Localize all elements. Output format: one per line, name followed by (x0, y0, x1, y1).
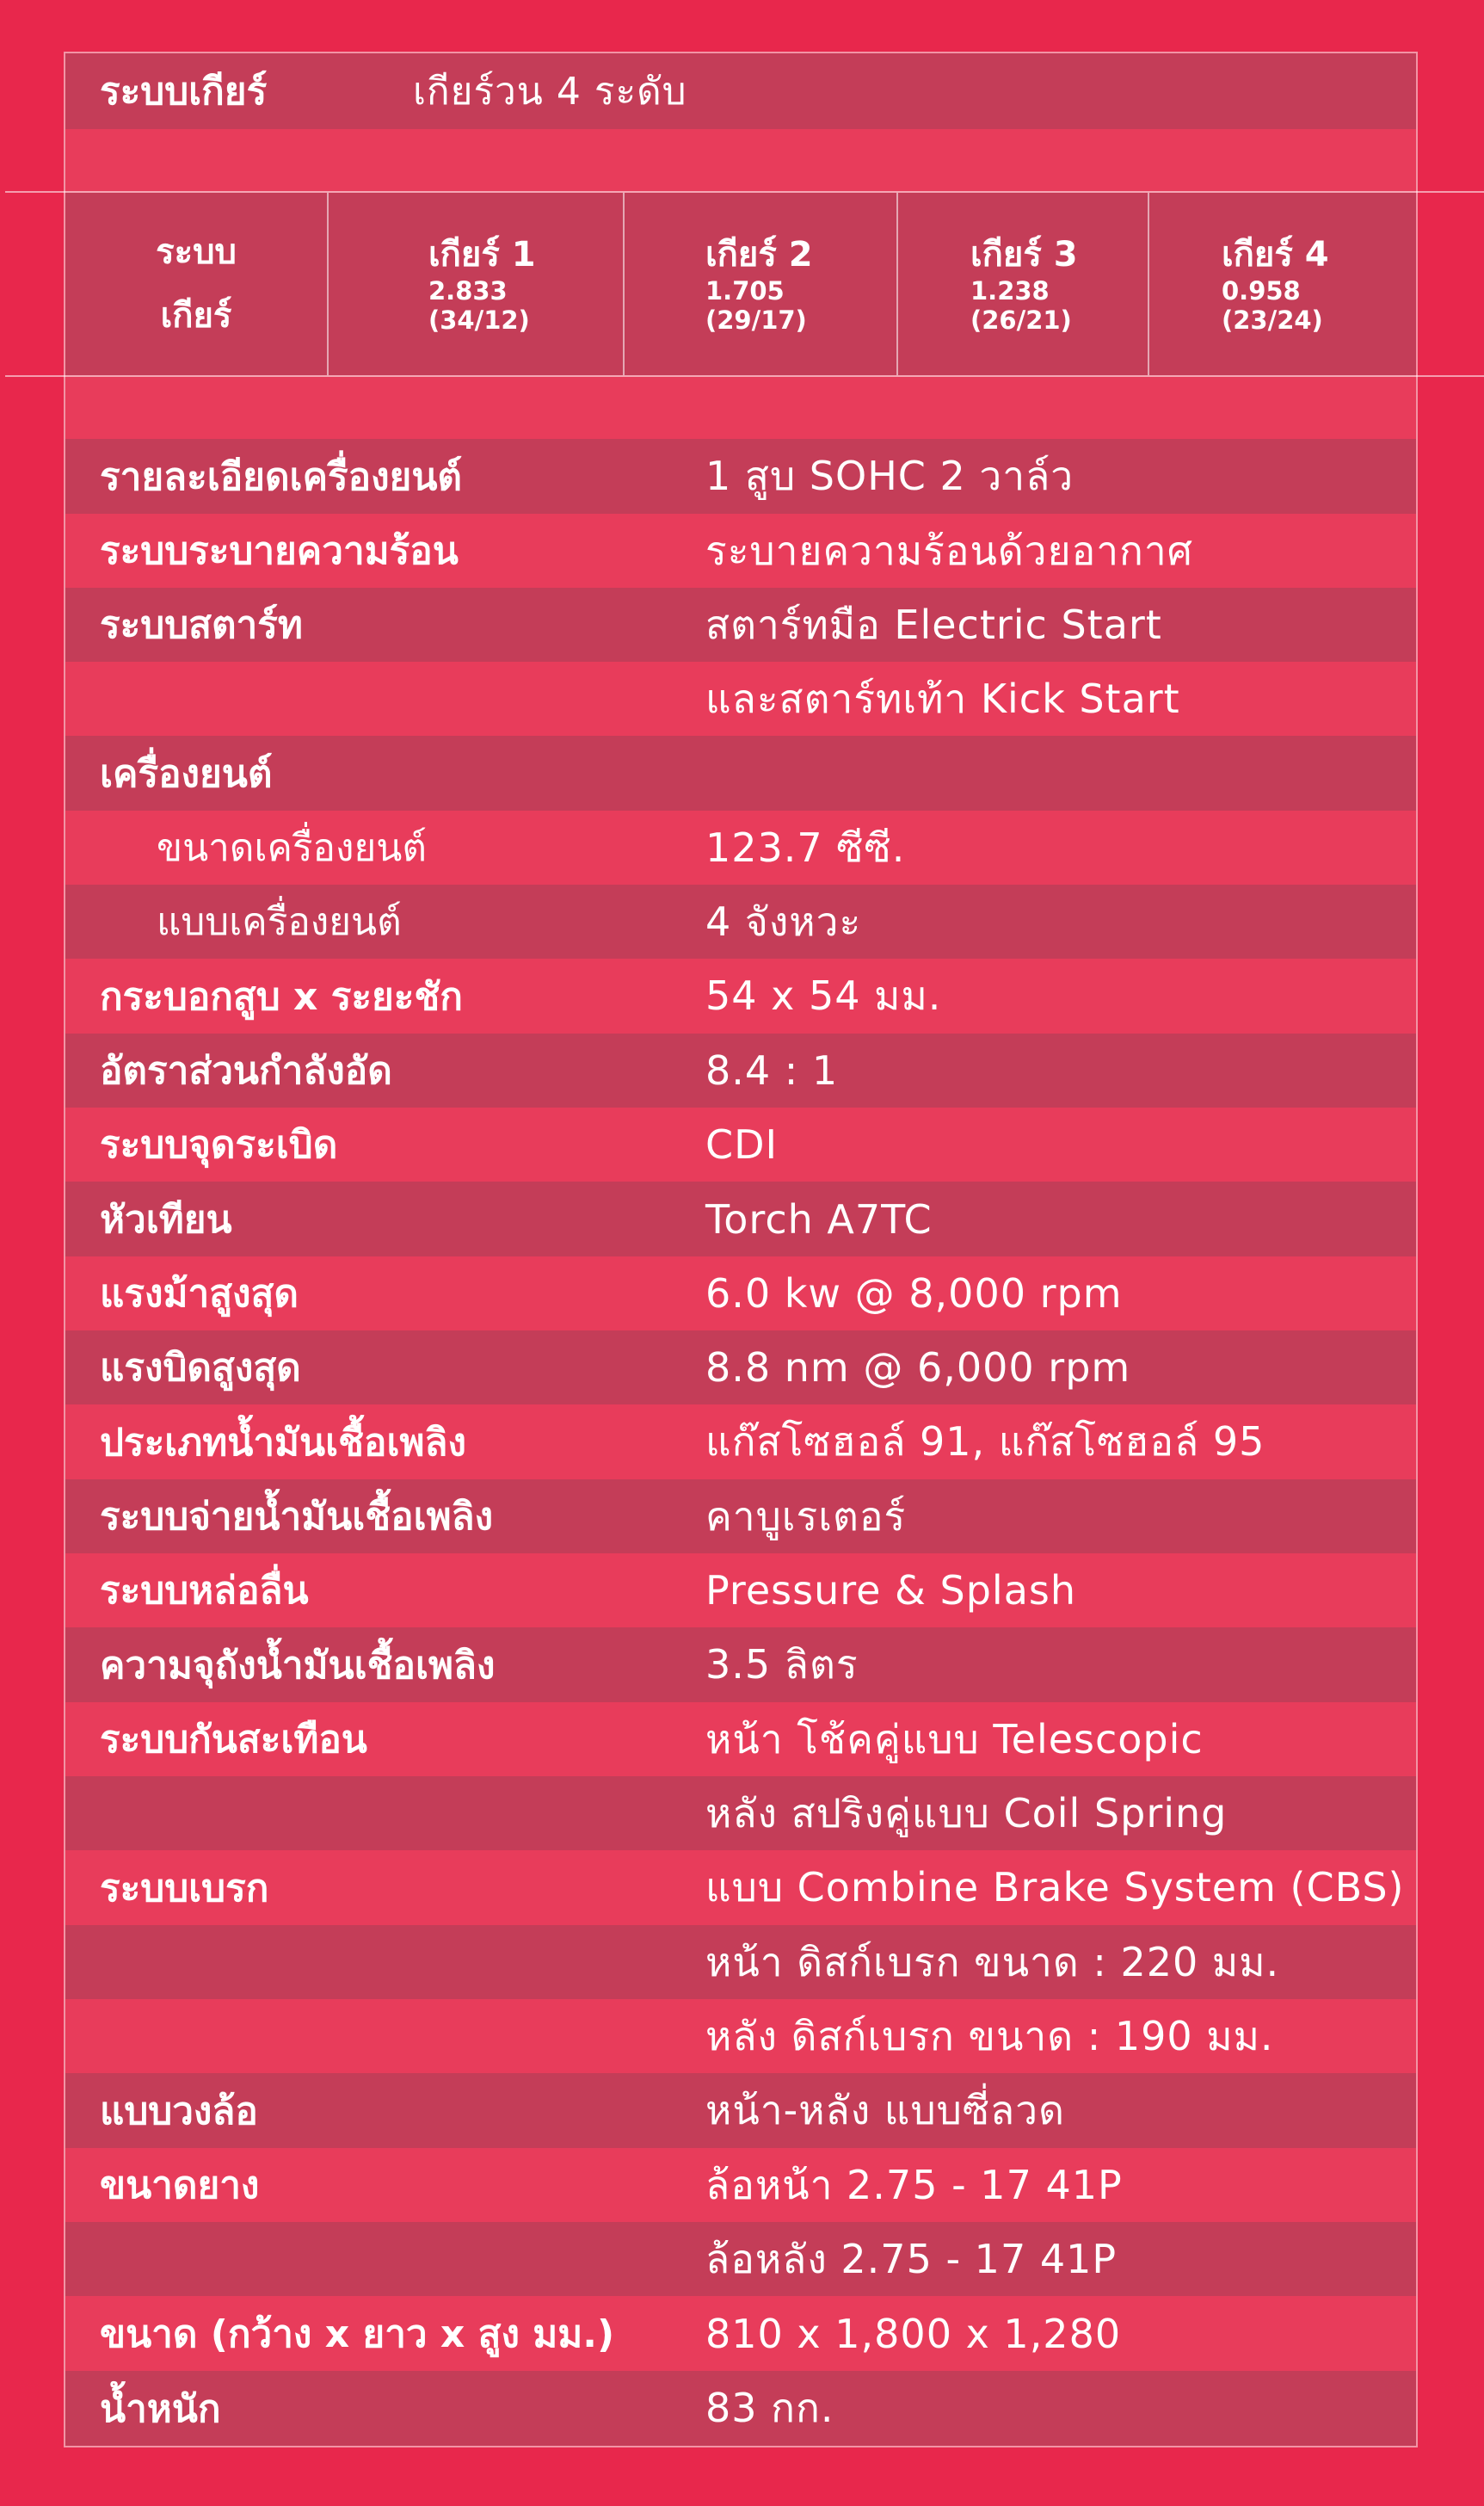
gear-3-cell (898, 193, 1149, 375)
spec-label: แรงบิดสูงสุด (100, 1346, 301, 1390)
spec-row (65, 2296, 1416, 2371)
spec-value: 1 สูบ SOHC 2 วาล์ว (705, 453, 1075, 499)
gear-3-name: เกียร์ 3 (970, 235, 1078, 275)
gear-4-teeth: (23/24) (1222, 306, 1323, 335)
spec-label: ระบบจ่ายน้ำมันเชื้อเพลิง (100, 1495, 494, 1539)
spec-value: 6.0 kw @ 8,000 rpm (705, 1270, 1123, 1317)
spec-row (65, 2148, 1416, 2222)
spec-label: ระบบเบรก (100, 1866, 269, 1910)
gear-system-row (65, 53, 1416, 129)
gear-4-cell (1149, 193, 1416, 375)
spec-row (65, 1776, 1416, 1850)
spec-value: 4 จังหวะ (705, 898, 862, 945)
spec-row (65, 2371, 1416, 2446)
spec-row (65, 1925, 1416, 1999)
spec-value: 8.8 nm @ 6,000 rpm (705, 1344, 1131, 1391)
spec-value: สตาร์ทมือ Electric Start (705, 601, 1162, 648)
spec-label: แรงม้าสูงสุด (100, 1272, 299, 1316)
gear-3-ratio: 1.238 (970, 276, 1050, 306)
spec-value: และสตาร์ทเท้า Kick Start (705, 675, 1180, 722)
spec-label: แบบเครื่องยนต์ (157, 900, 402, 944)
spec-row (65, 1404, 1416, 1479)
gear-4-ratio: 0.958 (1222, 276, 1301, 306)
gear-4-name: เกียร์ 4 (1222, 235, 1329, 275)
spec-row (65, 2073, 1416, 2148)
spec-value: 54 x 54 มม. (705, 972, 942, 1019)
spec-row (65, 1330, 1416, 1404)
gear-2-teeth: (29/17) (705, 306, 807, 335)
gear-1-name: เกียร์ 1 (428, 235, 536, 275)
spec-label: อัตราส่วนกำลังอัด (100, 1049, 392, 1093)
spec-value: หน้า ดิสก์เบรก ขนาด : 220 มม. (705, 1938, 1280, 1985)
spec-label: กระบอกสูบ x ระยะชัก (100, 974, 463, 1019)
spec-label: ระบบหล่อลื่น (100, 1569, 309, 1613)
spec-label: ขนาดยาง (100, 2163, 260, 2207)
spec-row (65, 1479, 1416, 1553)
spacer-row (65, 129, 1416, 191)
gear-system-value: เกียร์วน 4 ระดับ (413, 70, 687, 114)
spec-value: 8.4 : 1 (705, 1047, 839, 1094)
spec-label: ขนาดเครื่องยนต์ (157, 826, 427, 870)
spec-row (65, 1999, 1416, 2073)
gear-table-header (65, 193, 329, 375)
spec-label: รายละเอียดเครื่องยนต์ (100, 454, 462, 499)
spec-row (65, 588, 1416, 662)
spec-value: หลัง สปริงคู่แบบ Coil Spring (705, 1789, 1228, 1836)
spec-value: คาบูเรเตอร์ (705, 1492, 907, 1540)
spec-label: ความจุถังน้ำมันเชื้อเพลิง (100, 1643, 496, 1688)
gear-2-name: เกียร์ 2 (705, 235, 813, 275)
spec-label: ระบบสตาร์ท (100, 603, 303, 647)
spec-value: 83 กก. (705, 2385, 834, 2431)
spec-value: แบบ Combine Brake System (CBS) (705, 1864, 1405, 1910)
spec-label: หัวเทียน (100, 1197, 232, 1242)
spec-label: แบบวงล้อ (100, 2089, 258, 2133)
spacer-row (65, 377, 1416, 439)
gear-header-line-2: เกียร์ (160, 296, 232, 336)
gear-2-ratio: 1.705 (705, 276, 785, 306)
gear-1-ratio: 2.833 (428, 276, 508, 306)
spec-row (65, 1182, 1416, 1256)
spec-label: ขนาด (กว้าง x ยาว x สูง มม.) (100, 2312, 615, 2356)
gear-1-teeth: (34/12) (428, 306, 530, 335)
spec-row (65, 1702, 1416, 1776)
spec-label: ระบบกันสะเทือน (100, 1718, 367, 1762)
spec-value: หน้า โช้คคู่แบบ Telescopic (705, 1715, 1204, 1762)
spec-value: ระบายความร้อนด้วยอากาศ (705, 527, 1193, 574)
spec-row (65, 1034, 1416, 1108)
spec-value: Pressure & Splash (705, 1567, 1077, 1614)
gear-ratio-table (65, 193, 1416, 375)
spec-row (65, 1553, 1416, 1627)
spec-row (65, 439, 1416, 514)
spec-row (65, 885, 1416, 959)
spec-value: CDI (705, 1121, 779, 1168)
spec-value: หลัง ดิสก์เบรก ขนาด : 190 มม. (705, 2012, 1274, 2059)
gear-header-line-1: ระบบ (156, 232, 237, 272)
gear-3-teeth: (26/21) (970, 306, 1072, 335)
spec-label: ประเภทน้ำมันเชื้อเพลิง (100, 1420, 466, 1465)
spec-value: Torch A7TC (705, 1195, 933, 1243)
spec-sheet (64, 52, 1418, 2447)
spec-label: เครื่องยนต์ (100, 751, 273, 796)
spec-row (65, 1108, 1416, 1182)
spec-row (65, 514, 1416, 588)
spec-row (65, 959, 1416, 1034)
spec-value: หน้า-หลัง แบบซี่ลวด (705, 2087, 1065, 2133)
spec-row (65, 811, 1416, 885)
spec-value: 3.5 ลิตร (705, 1641, 859, 1688)
gear-2-cell (625, 193, 898, 375)
spec-row (65, 1627, 1416, 1702)
spec-label: ระบบระบายความร้อน (100, 529, 459, 573)
spec-value: ล้อหลัง 2.75 - 17 41P (705, 2235, 1118, 2282)
gear-system-label: ระบบเกียร์ (100, 70, 268, 114)
spec-label: ระบบจุดระเบิด (100, 1123, 338, 1167)
spec-row (65, 662, 1416, 736)
gear-1-cell (329, 193, 625, 375)
spec-value: ล้อหน้า 2.75 - 17 41P (705, 2161, 1123, 2208)
spec-row (65, 736, 1416, 811)
spec-row (65, 1256, 1416, 1330)
spec-row (65, 1850, 1416, 1925)
spec-value: 123.7 ซีซี. (705, 824, 906, 871)
spec-label: น้ำหนัก (100, 2386, 221, 2431)
spec-row (65, 2222, 1416, 2296)
spec-value: 810 x 1,800 x 1,280 (705, 2310, 1122, 2357)
spec-value: แก๊สโซฮอล์ 91, แก๊สโซฮอล์ 95 (705, 1418, 1265, 1465)
